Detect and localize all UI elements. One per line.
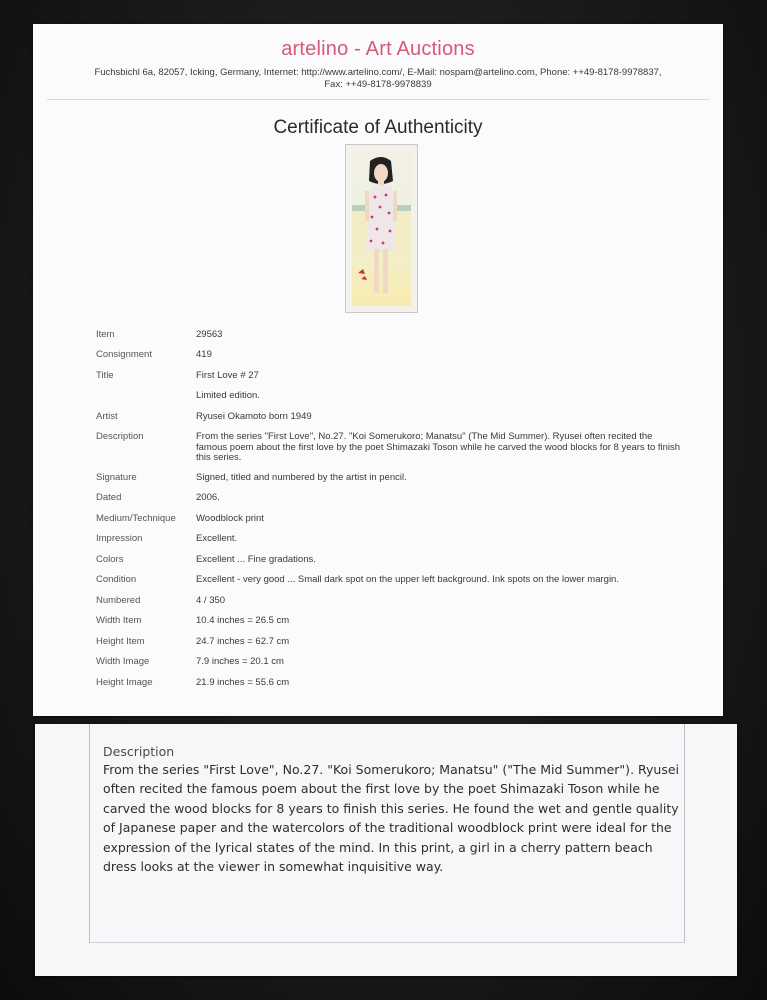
detail-value: 419 [196, 349, 212, 360]
detail-value: Excellent - very good ... Small dark spot on the upper left background. Ink spots on the lower margin. [196, 574, 619, 585]
detail-label: Impression [96, 533, 143, 544]
woodblock-print-image [346, 145, 417, 312]
certificate-title: Certificate of Authenticity [273, 117, 483, 138]
detail-label: Medium/Technique [96, 513, 176, 524]
detail-value: 29563 [196, 329, 223, 340]
address-line-1: Fuchsbichl 6a, 82057, Icking, Germany, Internet: http://www.artelino.com/, E-Mail: nospam@artelino.com, Phone: ++49-8178-9978837, [94, 67, 662, 78]
detail-value: 10.4 inches = 26.5 cm [196, 615, 290, 626]
description-sheet [35, 724, 737, 976]
detail-label: Height Item [96, 636, 145, 647]
artwork-thumbnail [345, 144, 418, 313]
detail-value: First Love # 27 [196, 370, 259, 381]
detail-label: Title [96, 370, 114, 381]
detail-value: 21.9 inches = 55.6 cm [196, 677, 290, 688]
detail-label: Dated [96, 492, 122, 503]
detail-value: Excellent ... Fine gradations. [196, 554, 316, 565]
detail-label: Consignment [96, 349, 152, 360]
detail-value: Signed, titled and numbered by the artist in pencil. [196, 472, 407, 483]
description-heading: Description [103, 744, 175, 759]
detail-label: Height Image [96, 677, 153, 688]
detail-value: Excellent. [196, 533, 238, 544]
detail-value: Limited edition. [196, 390, 260, 401]
detail-value: 4 / 350 [196, 595, 226, 606]
contact-address [63, 67, 693, 91]
description-body: From the series "First Love", No.27. "Koi Somerukoro; Manatsu" ("The Mid Summer"). Ryusei often recited the famous poem about the first love by the poet Shimazaki Toson while he carved the wood blocks for 8 years to finish this series. He found the wet and gentle quality of Japanese paper and the watercolors of the traditional woodblock print were ideal for the expression of the lyrical states of the mind. In this print, a girl in a cherry pattern beach dress looks at the viewer in somewhat inquisitive way. [103, 762, 680, 875]
detail-label: Description [96, 431, 144, 442]
detail-label: Width Item [96, 615, 142, 626]
detail-label: Width Image [96, 656, 150, 667]
detail-label: Numbered [96, 595, 141, 606]
detail-value: 2006. [196, 492, 220, 503]
detail-value: 24.7 inches = 62.7 cm [196, 636, 290, 647]
brand-title: artelino - Art Auctions [281, 38, 475, 60]
detail-label: Condition [96, 574, 137, 585]
header-divider [47, 99, 709, 100]
detail-value: From the series "First Love", No.27. "Koi Somerukoro; Manatsu" (The Mid Summer). Ryusei often recited the famous poem about the first love by the poet Shimazaki Toson while he carved the wood blocks for 8 years to finish this series. [196, 431, 681, 463]
detail-label: Item [96, 329, 115, 340]
detail-label: Signature [96, 472, 137, 483]
detail-label: Artist [96, 411, 118, 422]
certificate-sheet [33, 24, 723, 716]
detail-value: 7.9 inches = 20.1 cm [196, 656, 284, 667]
address-line-2: Fax: ++49-8178-9978839 [324, 79, 432, 90]
detail-value: Ryusei Okamoto born 1949 [196, 411, 312, 422]
detail-value: Woodblock print [196, 513, 264, 524]
detail-label: Colors [96, 554, 124, 565]
